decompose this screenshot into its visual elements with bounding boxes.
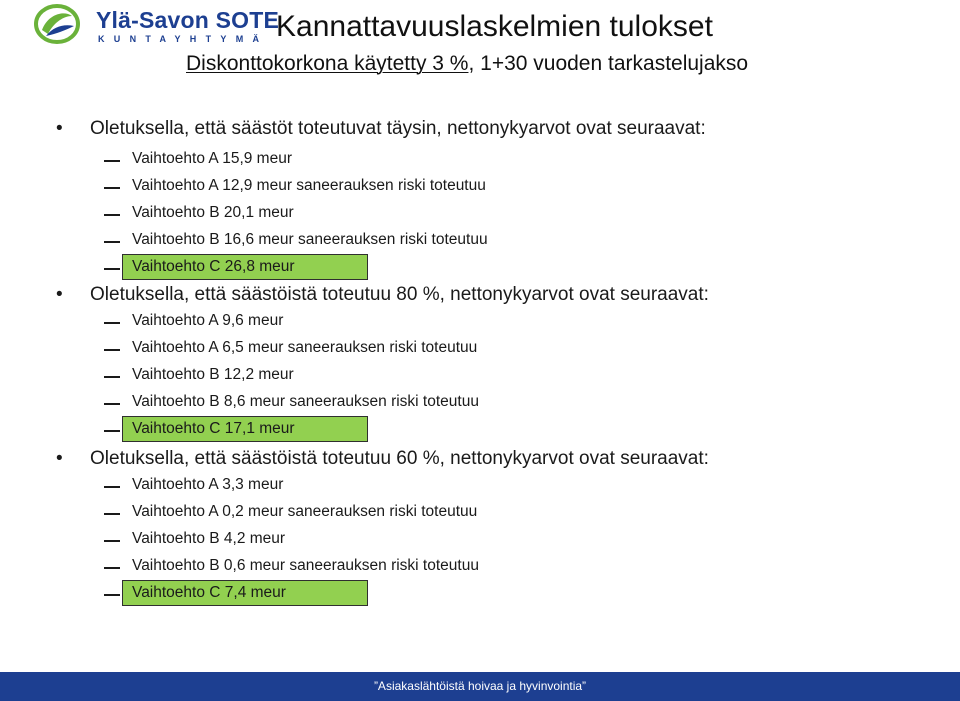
dash-marker <box>104 322 120 324</box>
list-item-text: Vaihtoehto B 20,1 meur <box>132 204 294 221</box>
list-item-text: Vaihtoehto B 4,2 meur <box>132 530 286 547</box>
dash-marker <box>104 594 120 596</box>
dash-marker <box>104 567 120 569</box>
list-item-text: Vaihtoehto A 6,5 meur saneerauksen riski toteutuu <box>132 339 478 356</box>
list-item-text: Vaihtoehto A 0,2 meur saneerauksen riski toteutuu <box>132 503 478 520</box>
list-item-text: Vaihtoehto B 16,6 meur saneerauksen riski toteutuu <box>132 231 488 248</box>
dash-marker <box>104 349 120 351</box>
dash-marker <box>104 268 120 270</box>
list-item-text: Vaihtoehto C 26,8 meur <box>132 258 295 275</box>
list-item-text: Vaihtoehto B 8,6 meur saneerauksen riski toteutuu <box>132 393 479 410</box>
dash-marker <box>104 160 120 162</box>
list-item-text: Vaihtoehto B 12,2 meur <box>132 366 294 383</box>
dash-marker <box>104 187 120 189</box>
dash-marker <box>104 403 120 405</box>
bullet-marker: • <box>56 118 63 139</box>
dash-marker <box>104 540 120 542</box>
subtitle-underlined: Diskonttokorkona käytetty 3 % <box>186 52 469 75</box>
section-heading-text: Oletuksella, että säästöistä toteutuu 80 %, nettonykyarvot ovat seuraavat: <box>90 284 709 305</box>
logo-name: Ylä-Savon SOTE <box>96 7 280 33</box>
page-title: Kannattavuuslaskelmien tulokset <box>276 10 713 43</box>
list-item-text: Vaihtoehto C 7,4 meur <box>132 584 286 601</box>
logo-subtitle: KUNTAYHTYMÄ <box>98 34 269 44</box>
list-item-text: Vaihtoehto A 3,3 meur <box>132 476 284 493</box>
bullet-marker: • <box>56 284 63 305</box>
dash-marker <box>104 376 120 378</box>
footer-bar <box>0 672 960 701</box>
list-item-text: Vaihtoehto A 9,6 meur <box>132 312 284 329</box>
dash-marker <box>104 214 120 216</box>
bullet-marker: • <box>56 448 63 469</box>
section-heading-text: Oletuksella, että säästöistä toteutuu 60 %, nettonykyarvot ovat seuraavat: <box>90 448 709 469</box>
section-heading-text: Oletuksella, että säästöt toteutuvat täysin, nettonykyarvot ovat seuraavat: <box>90 118 706 139</box>
list-item-text: Vaihtoehto A 12,9 meur saneerauksen riski toteutuu <box>132 177 486 194</box>
dash-marker <box>104 430 120 432</box>
dash-marker <box>104 241 120 243</box>
list-item-text: Vaihtoehto B 0,6 meur saneerauksen riski toteutuu <box>132 557 479 574</box>
dash-marker <box>104 486 120 488</box>
footer-slogan: ”Asiakaslähtöistä hoivaa ja hyvinvointia” <box>373 679 587 693</box>
subtitle-rest: , 1+30 vuoden tarkastelujakso <box>468 52 749 75</box>
dash-marker <box>104 513 120 515</box>
list-item-text: Vaihtoehto A 15,9 meur <box>132 150 292 167</box>
list-item-text: Vaihtoehto C 17,1 meur <box>132 420 295 437</box>
